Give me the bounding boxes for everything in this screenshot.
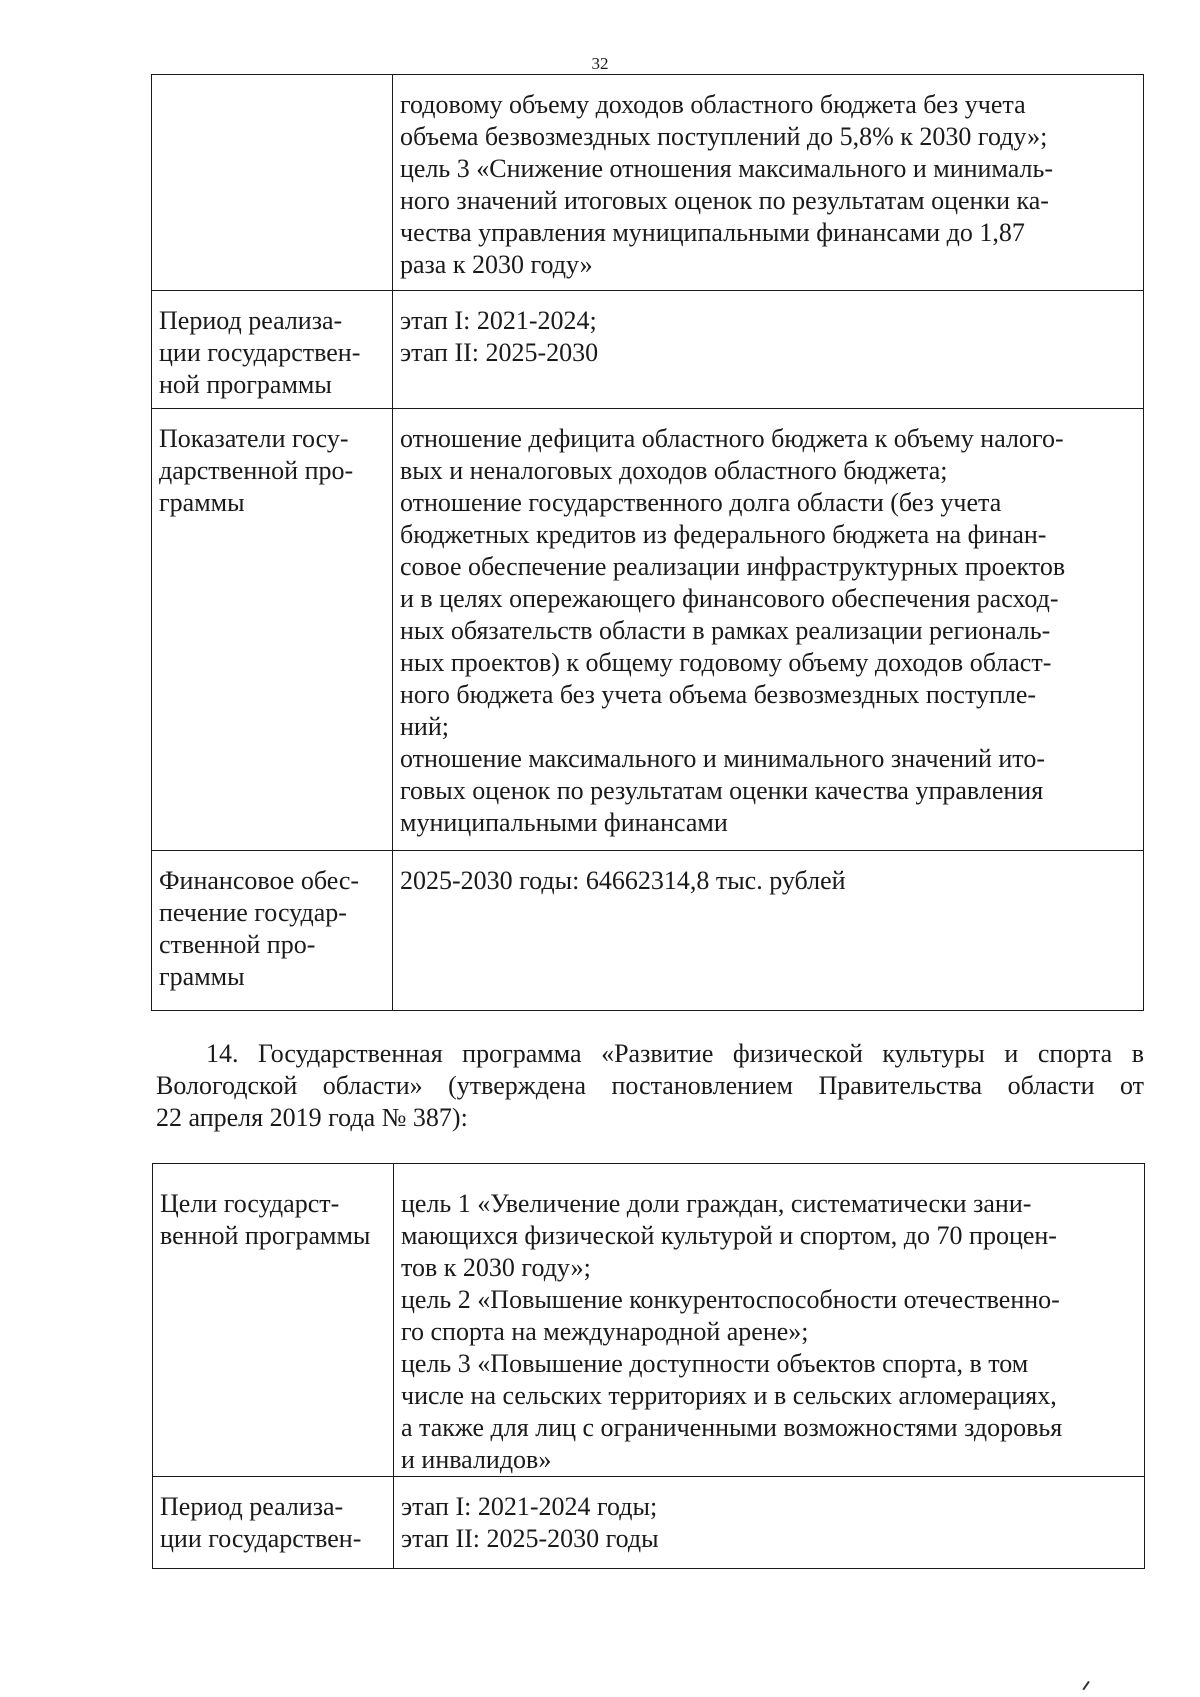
table-row — [153, 1164, 1145, 1477]
cell-line: Финансовое обес- — [159, 866, 360, 895]
row-value-cell — [393, 409, 1144, 851]
scan-mark — [1082, 1681, 1099, 1697]
cell-line: цель 2 «Повышение конкурентоспособности отечественно- — [401, 1285, 1060, 1314]
cell-line: ной программы — [159, 370, 332, 399]
cell-line: ственной про- — [159, 930, 316, 959]
paragraph-line: 22 апреля 2019 года № 387): — [156, 1103, 468, 1132]
page-number: 32 — [591, 54, 609, 73]
cell-line: отношение дефицита областного бюджета к объему налого- — [400, 424, 1064, 453]
cell-line: отношение максимального и минимального значений ито- — [400, 744, 1045, 773]
row-value-cell — [394, 1477, 1145, 1569]
cell-line: ний; — [400, 712, 449, 741]
row-value-cell — [393, 851, 1144, 1011]
row-value-cell — [393, 75, 1144, 291]
cell-line: дарственной про- — [159, 456, 354, 485]
cell-line: мающихся физической культурой и спортом, до 70 процен- — [401, 1221, 1057, 1250]
cell-line: ных проектов) к общему годовому объему доходов област- — [400, 648, 1052, 677]
passport-table-program-14 — [152, 1163, 1145, 1569]
cell-line: вых и неналоговых доходов областного бюджета; — [400, 456, 948, 485]
cell-line: говых оценок по результатам оценки качества управления — [400, 776, 1044, 805]
cell-line: а также для лиц с ограниченными возможностями здоровья — [401, 1413, 1063, 1442]
cell-line: бюджетных кредитов из федерального бюджета на финан- — [400, 520, 1047, 549]
cell-line: Цели государст- — [160, 1189, 340, 1218]
cell-line: цель 1 «Увеличение доли граждан, систематически зани- — [401, 1189, 1032, 1218]
cell-line: совое обеспечение реализации инфраструктурных проектов — [400, 552, 1066, 581]
cell-line: этап II: 2025-2030 — [400, 338, 599, 367]
table-row — [153, 1477, 1145, 1569]
cell-line: тов к 2030 году»; — [401, 1253, 591, 1282]
cell-line: ного значений итоговых оценок по результатам оценки ка- — [400, 186, 1049, 215]
cell-line: граммы — [159, 488, 245, 517]
table-row — [152, 851, 1144, 1011]
cell-line: и инвалидов» — [401, 1445, 552, 1474]
cell-line: и в целях опережающего финансового обеспечения расход- — [400, 584, 1059, 613]
row-value-cell — [394, 1164, 1145, 1477]
cell-line: Показатели госу- — [159, 424, 349, 453]
cell-line: этап I: 2021-2024; — [400, 306, 597, 335]
paragraph-line: 14. Государственная программа «Развитие физической культуры и спорта в — [206, 1039, 1144, 1068]
paragraph-line: Вологодской области» (утверждена постановлением Правительства области от — [156, 1071, 1144, 1100]
row-label-cell — [153, 1477, 394, 1569]
row-label-cell — [152, 851, 393, 1011]
cell-line: отношение государственного долга области (без учета — [400, 488, 1002, 517]
table-row — [152, 75, 1144, 291]
passport-table-continued — [151, 74, 1144, 1011]
cell-line: муниципальными финансами — [400, 808, 728, 837]
row-label-cell — [153, 1164, 394, 1477]
cell-line: венной программы — [160, 1221, 371, 1250]
cell-line: печение государ- — [159, 898, 347, 927]
row-value-cell — [393, 291, 1144, 409]
cell-line: цель 3 «Повышение доступности объектов спорта, в том — [401, 1349, 1029, 1378]
cell-line: ного бюджета без учета объема безвозмездных поступле- — [400, 680, 1037, 709]
cell-line: этап I: 2021-2024 годы; — [401, 1492, 658, 1521]
row-label-cell — [152, 75, 393, 291]
cell-line: чества управления муниципальными финансами до 1,87 — [400, 218, 1025, 247]
program-14-paragraph — [156, 1038, 1144, 1134]
cell-line: годовому объему доходов областного бюджета без учета — [400, 90, 1026, 119]
cell-line: объема безвозмездных поступлений до 5,8% к 2030 году»; — [400, 122, 1048, 151]
table-row — [152, 291, 1144, 409]
cell-line: Период реализа- — [159, 306, 343, 335]
cell-line: ции государствен- — [160, 1524, 362, 1553]
cell-line: этап II: 2025-2030 годы — [401, 1524, 659, 1553]
cell-line: числе на сельских территориях и в сельских агломерациях, — [401, 1381, 1057, 1410]
cell-line: цель 3 «Снижение отношения максимального и минималь- — [400, 154, 1053, 183]
cell-line: ных обязательств области в рамках реализации региональ- — [400, 616, 1051, 645]
table-row — [152, 409, 1144, 851]
cell-line: го спорта на международной арене»; — [401, 1317, 809, 1346]
cell-line: ции государствен- — [159, 338, 361, 367]
row-label-cell — [152, 291, 393, 409]
cell-line: 2025-2030 годы: 64662314,8 тыс. рублей — [400, 866, 846, 895]
cell-line: граммы — [159, 962, 245, 991]
cell-line: Период реализа- — [160, 1492, 344, 1521]
row-label-cell — [152, 409, 393, 851]
cell-line: раза к 2030 году» — [400, 250, 593, 279]
